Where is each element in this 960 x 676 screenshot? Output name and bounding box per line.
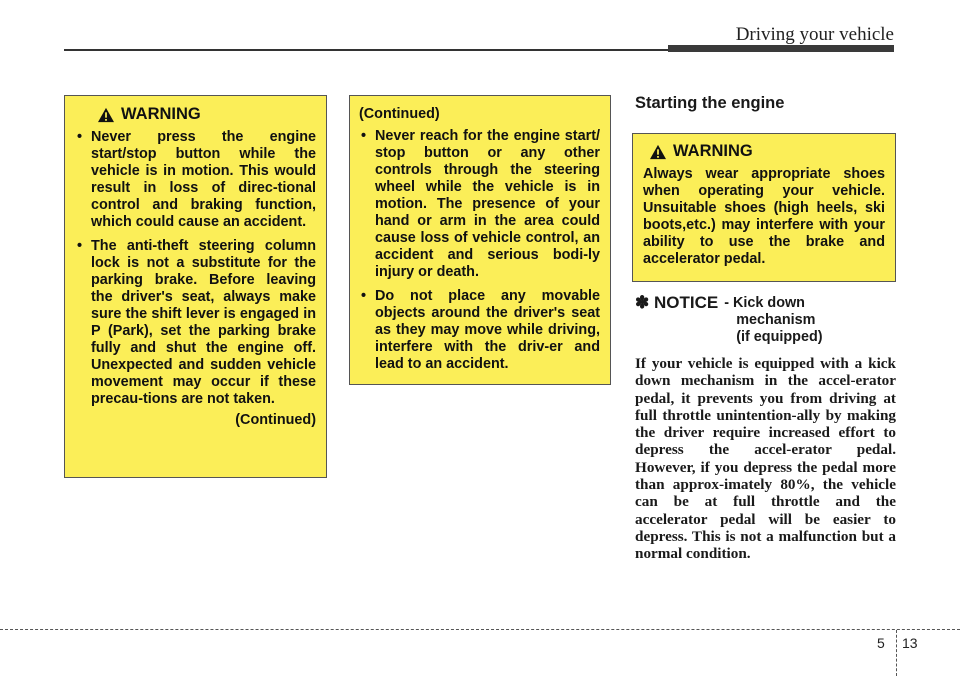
list-item: • Do not place any movable objects around the driver's seat as they may move while driving, interfere with the driv-er and lead to an accident. bbox=[359, 288, 600, 373]
notice-subtitle: - Kick down mechanism (if equipped) bbox=[724, 295, 823, 345]
warning-title: WARNING bbox=[75, 106, 316, 123]
chapter-number: 5 bbox=[877, 635, 885, 651]
warning-box-2 bbox=[349, 95, 611, 385]
footer-divider bbox=[896, 630, 897, 676]
list-item: • The anti-theft steering column lock is not a substitute for the parking brake. Before leaving the driver's seat, always make sure the shift lever is engaged in P (Park), set the parking brake fully and shut the engine off. Unexpected and sudden vehicle movement may occur if these precau-tions are not taken. bbox=[75, 238, 316, 408]
body-paragraph: If your vehicle is equipped with a kick down mechanism in the accel-erator pedal, it prevents you from driving at full throttle unintention-ally by making the driver require increased effort to depress the accel-erator pedal. However, if you depress the pedal more than approx-imately 80%, the vehicle can be at full throttle and the accelerator pedal will be easier to depress. This is not a malfunction but a normal condition. bbox=[635, 355, 896, 563]
warning-box-3 bbox=[632, 133, 896, 282]
warning-text: Always wear appropriate shoes when operating your vehicle. Unsuitable shoes (high heels, ski boots,etc.) may interfere with your ability to use the brake and accelerator pedal. bbox=[643, 166, 885, 267]
continued-label: (Continued) bbox=[235, 412, 316, 428]
list-item: • Never press the engine start/stop button while the vehicle is in motion. This would result in loss of direc-tional control and braking function, which could cause an accident. bbox=[75, 129, 316, 231]
warning-list-1 bbox=[75, 129, 316, 408]
list-item: • Never reach for the engine start/ stop button or any other controls through the steering wheel while the vehicle is in motion. The presence of your hand or arm in the area could cause loss of vehicle control, an accident and serious bodi-ly injury or death. bbox=[359, 128, 600, 281]
warning-triangle-icon bbox=[649, 144, 667, 160]
header-title: Driving your vehicle bbox=[735, 24, 894, 45]
warning-triangle-icon bbox=[97, 107, 115, 123]
notice-heading bbox=[635, 293, 823, 346]
notice-label: ✽ NOTICE bbox=[635, 293, 719, 312]
asterisk-notice-icon: ✽ bbox=[635, 293, 650, 312]
footer-rule bbox=[0, 629, 960, 630]
warning-list-2 bbox=[359, 128, 600, 373]
section-heading: Starting the engine bbox=[635, 94, 785, 112]
header-accent-bar bbox=[668, 45, 894, 52]
page-number: 13 bbox=[902, 635, 918, 651]
continued-label: (Continued) bbox=[359, 106, 440, 122]
warning-title: WARNING bbox=[643, 143, 885, 160]
warning-box-1 bbox=[64, 95, 327, 478]
